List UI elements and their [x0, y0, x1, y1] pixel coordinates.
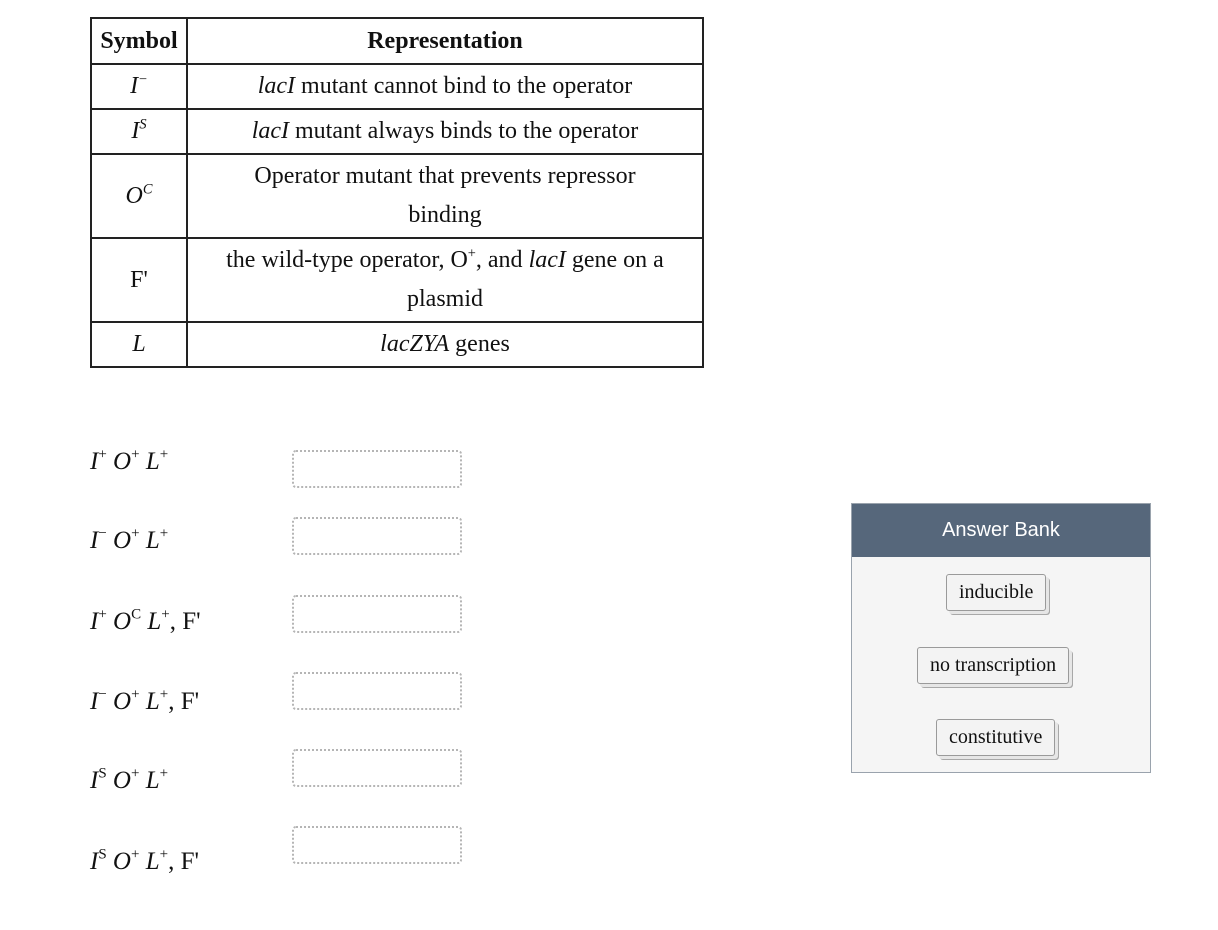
- symbol-cell: [91, 322, 187, 367]
- gene-superscript: −: [98, 686, 107, 703]
- genotype-label: [90, 767, 168, 795]
- answer-drop-target[interactable]: [292, 595, 462, 633]
- answer-drop-target[interactable]: [292, 749, 462, 787]
- gene-letter: I: [90, 848, 99, 875]
- gene-superscript: +: [131, 525, 140, 542]
- symbol-cell: [91, 154, 187, 238]
- gene-letter: I: [90, 448, 99, 475]
- superscript: +: [467, 245, 476, 262]
- genotype-label: [90, 848, 199, 876]
- gene-letter: I: [90, 527, 99, 554]
- genotype-label: [90, 527, 168, 555]
- gene-superscript: +: [98, 446, 107, 463]
- symbol-base: I: [130, 73, 139, 99]
- description-text: mutant cannot bind to the operator: [295, 73, 633, 99]
- gene-name: lacI: [251, 118, 290, 144]
- genotype-suffix: , F': [168, 848, 199, 875]
- gene-superscript: −: [98, 525, 107, 542]
- gene-superscript: +: [130, 846, 140, 863]
- gene-superscript: +: [131, 446, 140, 463]
- symbol-base: O: [125, 182, 143, 209]
- header-representation: Representation: [187, 18, 703, 64]
- description-text: genes: [449, 331, 510, 357]
- genotype-label: [90, 608, 201, 636]
- answer-bank-title: Answer Bank: [852, 504, 1150, 557]
- symbol-text: L: [132, 331, 146, 357]
- description-text: mutant always binds to the operator: [289, 118, 639, 144]
- symbol-superscript: S: [139, 116, 147, 133]
- gene-superscript: +: [159, 525, 169, 542]
- gene-superscript: C: [131, 606, 142, 623]
- symbol-cell: [91, 64, 187, 109]
- gene-superscript: S: [98, 846, 107, 863]
- representation-cell: [187, 322, 703, 367]
- gene-letter: I: [90, 608, 99, 635]
- header-symbol: Symbol: [91, 18, 187, 64]
- gene-superscript: S: [98, 765, 107, 782]
- answer-drop-target[interactable]: [292, 672, 462, 710]
- table-row: [91, 109, 703, 154]
- gene-letter: L: [141, 608, 162, 635]
- symbol-cell: [91, 238, 187, 322]
- gene-name: lacI: [528, 247, 566, 273]
- gene-letter: O: [106, 688, 132, 715]
- gene-letter: O: [106, 767, 131, 794]
- symbol-superscript: C: [142, 181, 153, 198]
- gene-letter: L: [139, 848, 160, 875]
- table-row: [91, 64, 703, 109]
- gene-letter: O: [106, 527, 132, 554]
- description-text: , and: [475, 247, 529, 273]
- table-row: [91, 322, 703, 367]
- description-text: Operator mutant that prevents repressor binding: [254, 163, 636, 228]
- representation-cell: [187, 64, 703, 109]
- representation-cell: [187, 154, 703, 238]
- gene-letter: O: [106, 448, 132, 475]
- gene-letter: O: [106, 608, 132, 635]
- genotype-label: [90, 688, 199, 716]
- gene-letter: I: [90, 767, 99, 794]
- gene-name: lacZYA: [380, 331, 450, 357]
- gene-letter: L: [139, 767, 160, 794]
- answer-drop-target[interactable]: [292, 450, 462, 488]
- genotype-suffix: , F': [169, 608, 201, 635]
- gene-superscript: +: [130, 765, 140, 782]
- description-text: gene on a plasmid: [407, 247, 664, 312]
- table-row: [91, 238, 703, 322]
- legend-table: [90, 17, 704, 368]
- gene-superscript: +: [159, 446, 169, 463]
- gene-letter: L: [139, 688, 160, 715]
- genotype-label: [90, 448, 168, 476]
- symbol-text: F': [130, 266, 148, 293]
- answer-bank: [851, 503, 1151, 773]
- gene-superscript: +: [98, 606, 107, 623]
- gene-letter: L: [139, 448, 160, 475]
- answer-drop-target[interactable]: [292, 826, 462, 864]
- representation-cell: [187, 109, 703, 154]
- answer-drop-target[interactable]: [292, 517, 462, 555]
- gene-superscript: +: [161, 606, 170, 623]
- symbol-cell: [91, 109, 187, 154]
- answer-chip-constitutive[interactable]: constitutive: [936, 719, 1055, 756]
- gene-letter: L: [139, 527, 160, 554]
- table-row: [91, 154, 703, 238]
- gene-superscript: +: [159, 686, 169, 703]
- gene-superscript: +: [159, 765, 169, 782]
- genotype-suffix: , F': [168, 688, 200, 715]
- symbol-base: I: [131, 118, 140, 144]
- answer-chip-no-transcription[interactable]: no transcription: [917, 647, 1069, 684]
- gene-name: lacI: [257, 73, 296, 99]
- gene-letter: I: [90, 688, 99, 715]
- representation-cell: [187, 238, 703, 322]
- gene-letter: O: [106, 848, 131, 875]
- description-text: the wild-type operator, O: [226, 247, 468, 273]
- gene-superscript: +: [159, 846, 169, 863]
- symbol-superscript: −: [138, 71, 148, 88]
- answer-chip-inducible[interactable]: inducible: [946, 574, 1046, 611]
- gene-superscript: +: [131, 686, 140, 703]
